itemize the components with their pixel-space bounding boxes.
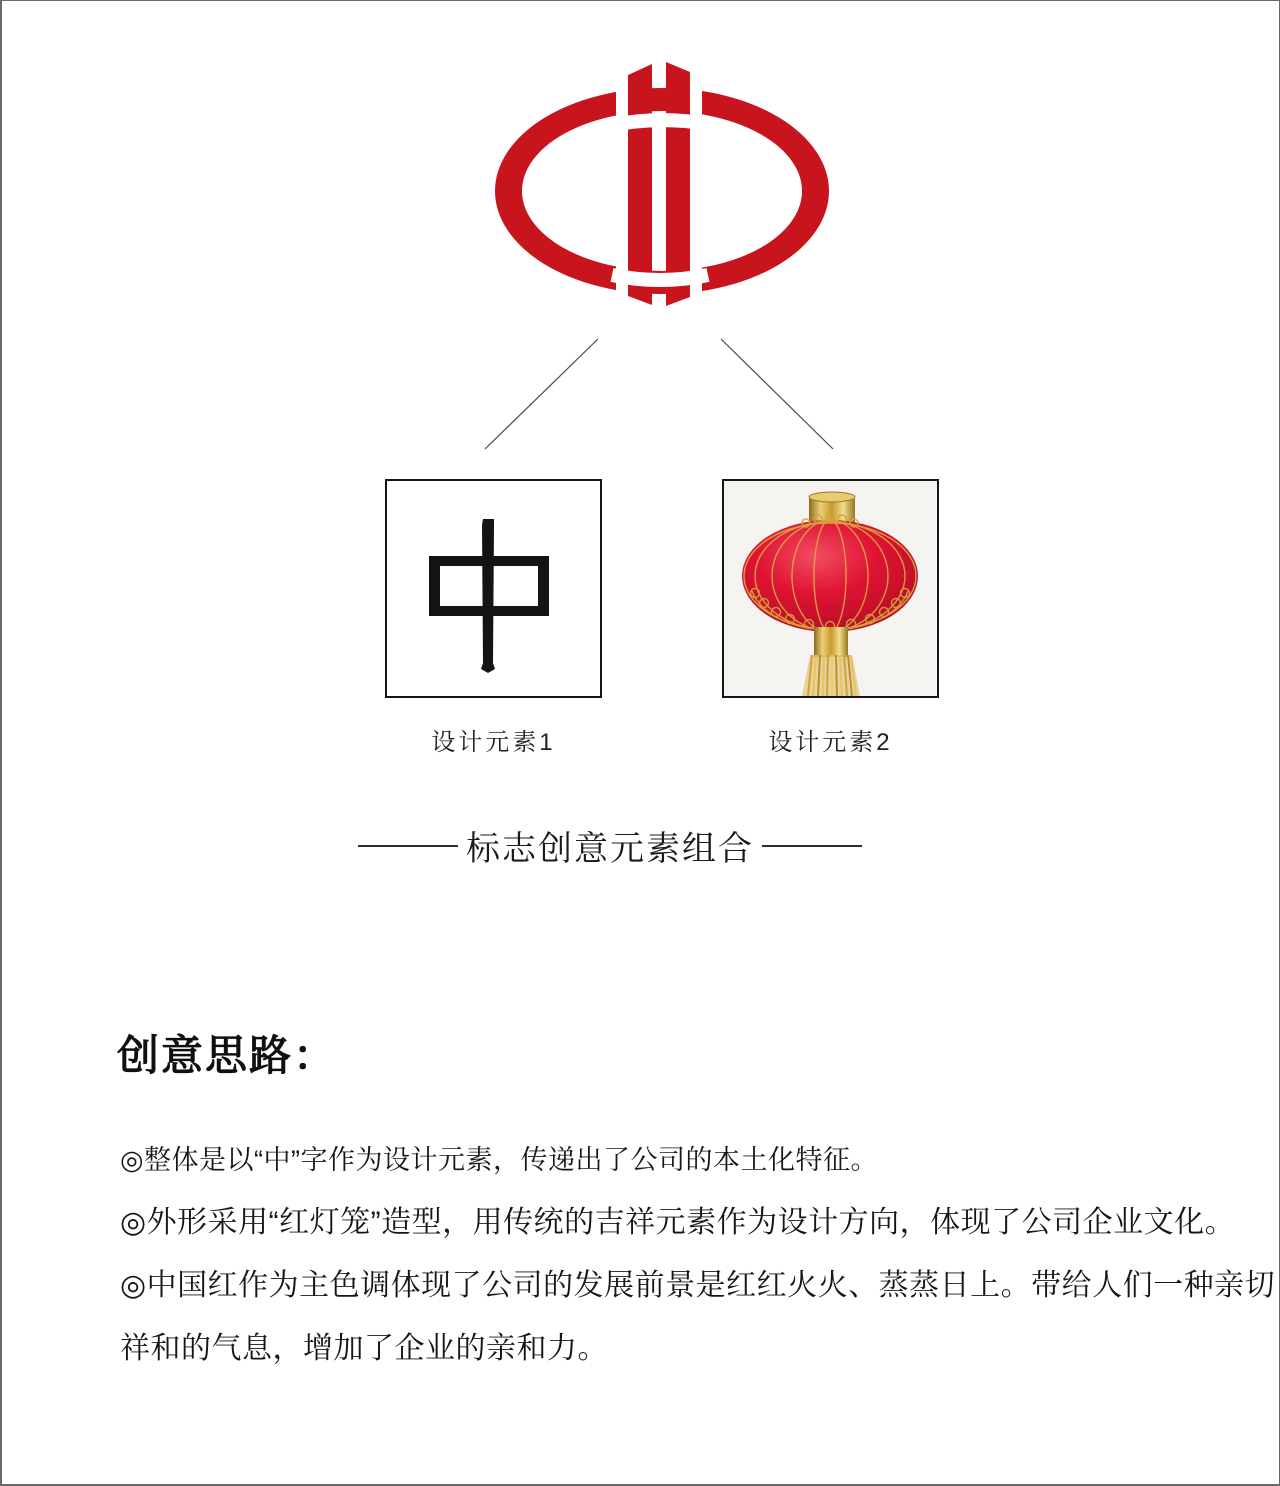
box-label-2: 设计元素2 — [768, 729, 893, 756]
note-line-2: ◎外形采用“红灯笼”造型，用传统的吉祥元素作为设计方向，体现了公司企业文化。 — [120, 1206, 1236, 1239]
title-dash-left — [358, 845, 458, 847]
lantern-photo — [724, 481, 937, 696]
design-element-box-2 — [722, 479, 939, 698]
zhong-glyph — [387, 481, 600, 696]
connector-line-right — [721, 339, 833, 449]
creative-heading: 创意思路： — [117, 1032, 338, 1079]
title-dash-right — [762, 845, 862, 847]
logo-notch-bottom — [612, 275, 708, 280]
section-title-text: 标志创意元素组合 — [466, 830, 754, 868]
company-logo — [482, 41, 842, 321]
note-line-1: ◎整体是以“中”字作为设计元素，传递出了公司的本土化特征。 — [120, 1145, 879, 1175]
section-title — [358, 821, 862, 870]
logo-bar-right — [666, 62, 690, 306]
connector-lines — [472, 331, 852, 456]
logo-bar-left — [628, 64, 652, 305]
box-label-1: 设计元素1 — [431, 729, 556, 756]
note-line-3: ◎中国红作为主色调体现了公司的发展前景是红红火火、蒸蒸日上。带给人们一种亲切 — [120, 1269, 1276, 1302]
connector-line-left — [485, 339, 598, 449]
logo-notch-top — [612, 120, 708, 125]
design-element-box-1 — [385, 479, 602, 698]
note-line-4: 祥和的气息，增加了企业的亲和力。 — [120, 1332, 608, 1365]
